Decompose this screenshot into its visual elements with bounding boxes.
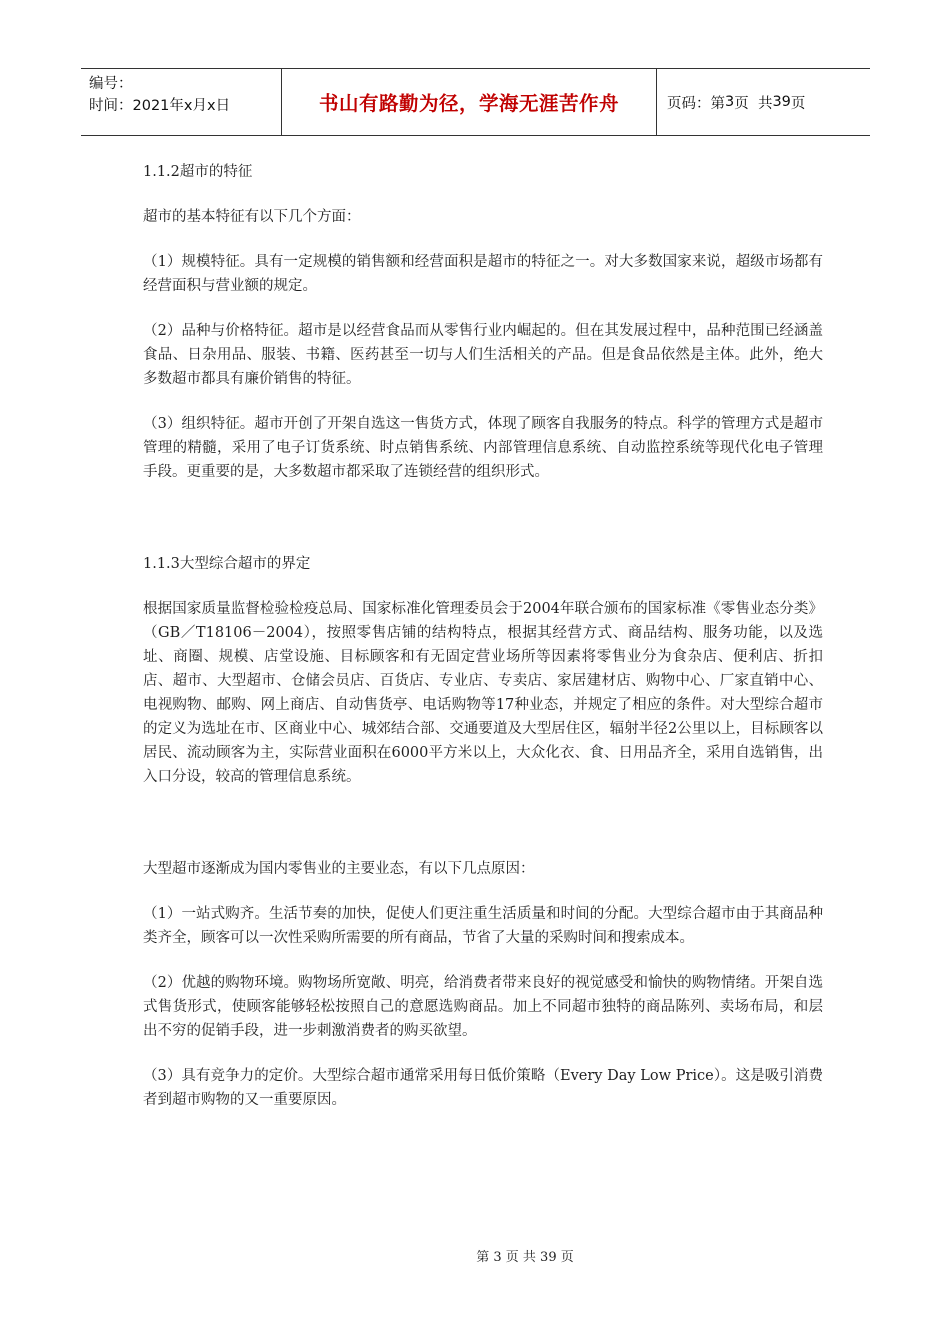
paragraph: （2）品种与价格特征。超市是以经营食品而从零售行业内崛起的。但在其发展过程中，品种范围已经涵盖食品、日杂用品、服装、书籍、医药甚至一切与人们生活相关的产品。但是食品依然是主体。此外，绝大多数超市都具有廉价销售的特征。 [143,323,823,387]
paragraph: （3）组织特征。超市开创了开架自选这一售货方式，体现了顾客自我服务的特点。科学的管理方式是超市管理的精髓，采用了电子订货系统、时点销售系统、内部管理信息系统、自动监控系统等现代化电子管理手段。更重要的是，大多数超市都采取了连锁经营的组织形式。 [143,416,823,480]
paragraph: 根据国家质量监督检验检疫总局、国家标准化管理委员会于2004年联合颁布的国家标准《零售业态分类》（GB／T18106－2004），按照零售店铺的结构特点，根据其经营方式、商品结构、服务功能，以及选址、商圈、规模、店堂设施、目标顾客和有无固定营业场所等因素将零售业分为食杂店、便利店、折扣店、超市、大型超市、仓储会员店、百货店、专业店、专卖店、家居建材店、购物中心、厂家直销中心、电视购物、邮购、网上商店、自动售货亭、电话购物等17种业态，并规定了相应的条件。对大型综合超市的定义为选址在市、区商业中心、城郊结合部、交通要道及大型居住区，辐射半径2公里以上，目标顾客以居民、流动顾客为主，实际营业面积在6000平方米以上，大众化衣、食、日用品齐全，采用自选销售，出入口分设，较高的管理信息系统。 [143,601,823,785]
document-number-label: 编号： [89,76,133,92]
paragraph: （3）具有竞争力的定价。大型综合超市通常采用每日低价策略（Every Day Low Price）。这是吸引消费者到超市购物的又一重要原因。 [143,1068,823,1108]
section-heading: 1.1.3大型综合超市的界定 [143,556,311,572]
paragraph: （1）一站式购齐。生活节奏的加快，促使人们更注重生活质量和时间的分配。大型综合超市由于其商品种类齐全，顾客可以一次性采购所需要的所有商品，节省了大量的采购时间和搜索成本。 [143,906,823,946]
page-info-total: 39 [772,94,791,110]
document-body [143,160,823,1112]
page-info-prefix: 页码：第 [667,95,725,112]
document-date-label: 时间：2021年x月x日 [89,98,231,114]
page-info-mid: 页 共 [734,95,773,112]
paragraph: 超市的基本特征有以下几个方面： [143,209,361,225]
paragraph: （1）规模特征。具有一定规模的销售额和经营面积是超市的特征之一。对大多数国家来说，超级市场都有经营面积与营业额的规定。 [143,254,823,294]
section-heading: 1.1.2超市的特征 [143,164,253,180]
page-info-suffix: 页 [790,95,806,112]
header-page-info [657,69,870,135]
paragraph: （2）优越的购物环境。购物场所宽敞、明亮，给消费者带来良好的视觉感受和愉快的购物情绪。开架自选式售货形式，使顾客能够轻松按照自己的意愿选购商品。加上不同超市独特的商品陈列、卖场布局，和层出不穷的促销手段，进一步刺激消费者的购买欲望。 [143,975,823,1039]
paragraph: 大型超市逐渐成为国内零售业的主要业态，有以下几点原因： [143,861,535,877]
header-meta [81,69,282,135]
page-info-current: 3 [725,94,735,110]
page-footer: 第 3 页 共 39 页 [476,1250,574,1265]
page-header [81,68,870,136]
header-motto: 书山有路勤为径，学海无涯苦作舟 [282,69,657,135]
